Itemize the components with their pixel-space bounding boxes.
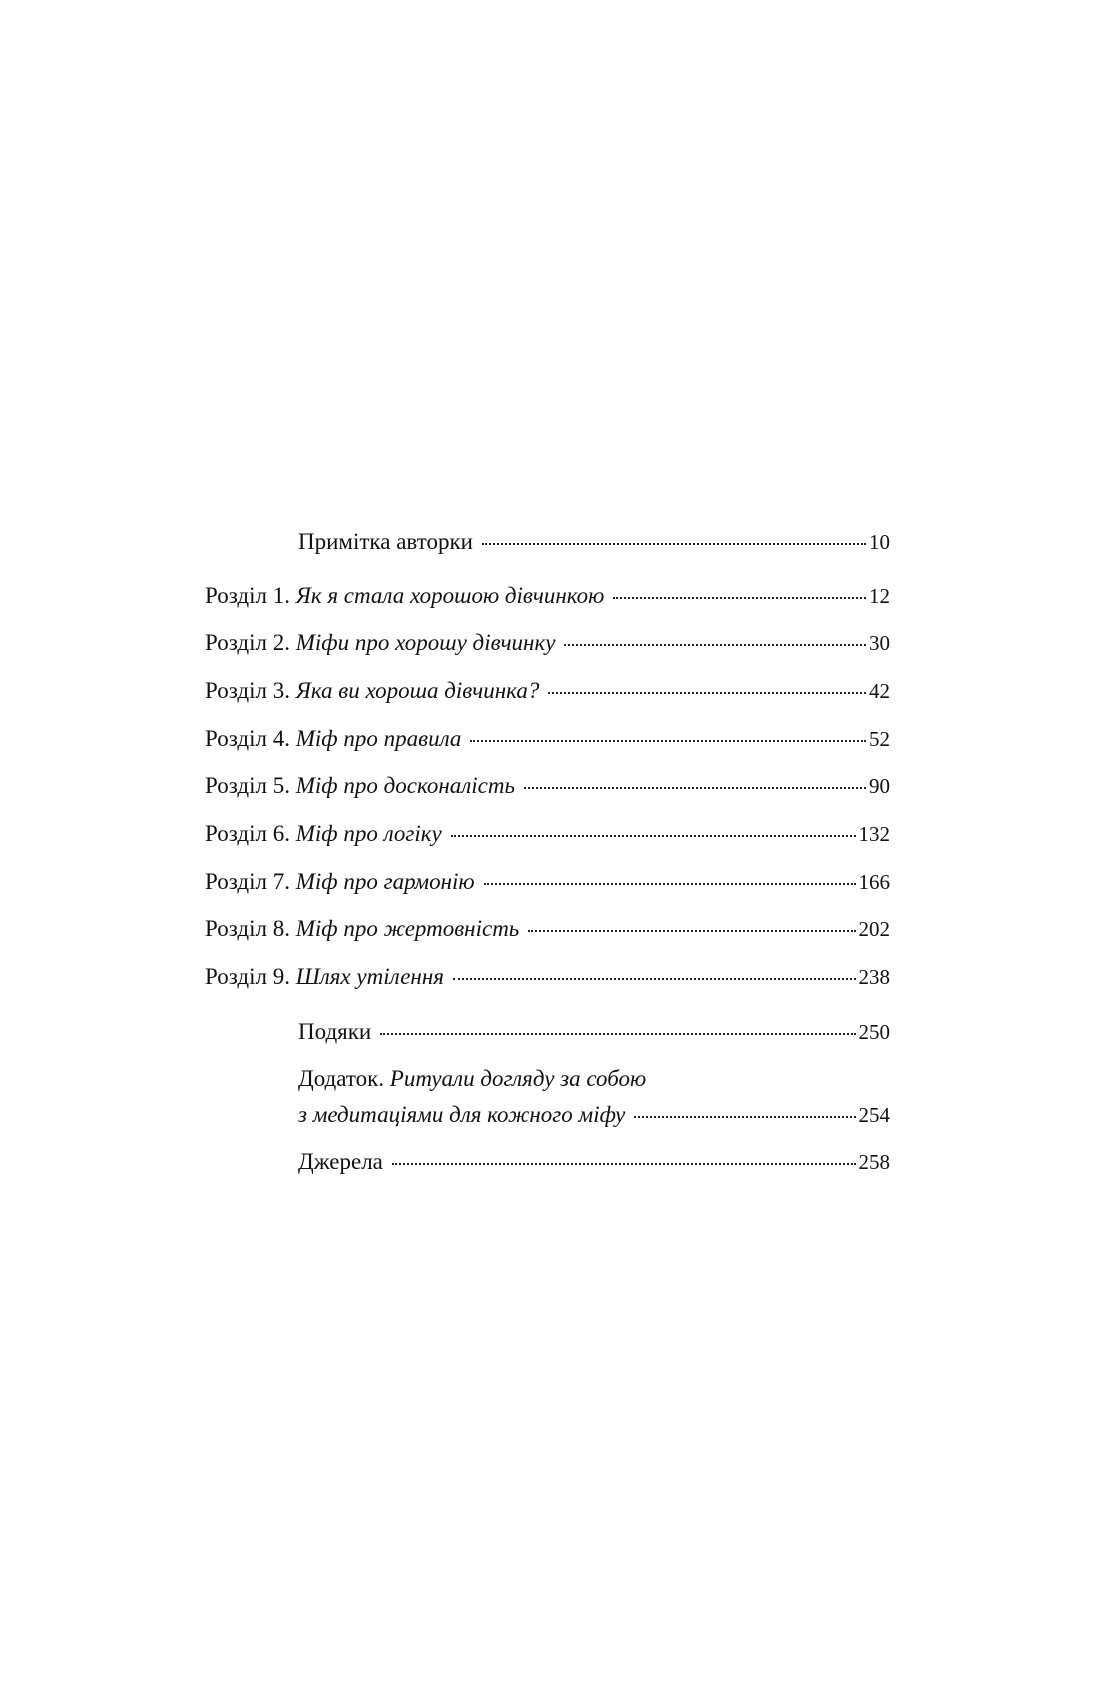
dot-leader	[484, 883, 856, 885]
dot-leader	[548, 692, 866, 694]
appendix-page: 254	[858, 1103, 890, 1127]
dot-leader	[470, 740, 866, 742]
dot-leader	[613, 597, 866, 599]
chapter-title: Міф про досконалість	[295, 773, 515, 798]
chapter-prefix: Розділ 2.	[205, 630, 290, 655]
chapter-title: Шлях утілення	[295, 964, 444, 989]
dot-leader	[634, 1116, 855, 1118]
toc-entry-page: 250	[858, 1020, 890, 1044]
chapter-prefix: Розділ 6.	[205, 821, 290, 846]
chapter-page: 52	[869, 727, 890, 751]
chapter-page: 202	[858, 917, 890, 941]
chapter-title: Як я стала хорошою дівчинкою	[295, 583, 605, 608]
dot-leader	[451, 835, 856, 837]
toc-entry-acknowledgements	[298, 1018, 890, 1046]
appendix-prefix: Додаток.	[298, 1066, 385, 1091]
chapter-page: 42	[869, 679, 890, 703]
toc-entry-page: 258	[858, 1150, 890, 1174]
appendix-title-line1: Ритуали догляду за собою	[389, 1066, 647, 1091]
toc-entry-label: Джерела	[298, 1149, 383, 1174]
chapter-page: 90	[869, 774, 890, 798]
dot-leader	[482, 543, 866, 545]
chapter-prefix: Розділ 7.	[205, 869, 290, 894]
chapter-page: 12	[869, 584, 890, 608]
dot-leader	[453, 978, 856, 980]
chapter-title: Яка ви хороша дівчинка?	[295, 678, 540, 703]
dot-leader	[564, 644, 866, 646]
chapter-title: Міф про гармонію	[295, 869, 475, 894]
chapter-page: 238	[858, 965, 890, 989]
toc-entry-author-note	[298, 528, 890, 556]
chapter-title: Міф про жертовність	[295, 916, 520, 941]
toc-entry-chapter-6	[205, 820, 890, 848]
chapter-page: 166	[858, 870, 890, 894]
toc-entry-chapter-7	[205, 868, 890, 896]
chapter-prefix: Розділ 4.	[205, 726, 290, 751]
chapter-title: Міф про правила	[295, 726, 462, 751]
appendix-title-line2: з медитаціями для кожного міфу	[298, 1102, 626, 1127]
toc-entry-appendix-line1	[298, 1065, 890, 1093]
toc-entry-label: Примітка авторки	[298, 529, 473, 554]
chapter-page: 132	[858, 822, 890, 846]
dot-leader	[380, 1033, 855, 1035]
chapter-prefix: Розділ 5.	[205, 773, 290, 798]
dot-leader	[528, 930, 855, 932]
chapter-prefix: Розділ 8.	[205, 916, 290, 941]
toc-entry-appendix-line2	[298, 1101, 890, 1129]
toc-entry-chapter-4	[205, 725, 890, 753]
toc-entry-page: 10	[869, 530, 890, 554]
chapter-title: Міф про логіку	[295, 821, 442, 846]
chapter-prefix: Розділ 9.	[205, 964, 290, 989]
toc-entry-chapter-5	[205, 772, 890, 800]
chapter-page: 30	[869, 631, 890, 655]
chapter-prefix: Розділ 3.	[205, 678, 290, 703]
toc-entry-chapter-2	[205, 629, 890, 657]
toc-entry-label: Подяки	[298, 1019, 372, 1044]
toc-entry-chapter-1	[205, 582, 890, 610]
dot-leader	[392, 1163, 856, 1165]
toc-entry-chapter-3	[205, 677, 890, 705]
toc-entry-chapter-9	[205, 963, 890, 991]
chapter-title: Міфи про хорошу дівчинку	[295, 630, 556, 655]
toc-entry-chapter-8	[205, 915, 890, 943]
toc-entry-sources	[298, 1148, 890, 1176]
dot-leader	[524, 787, 866, 789]
chapter-prefix: Розділ 1.	[205, 583, 290, 608]
